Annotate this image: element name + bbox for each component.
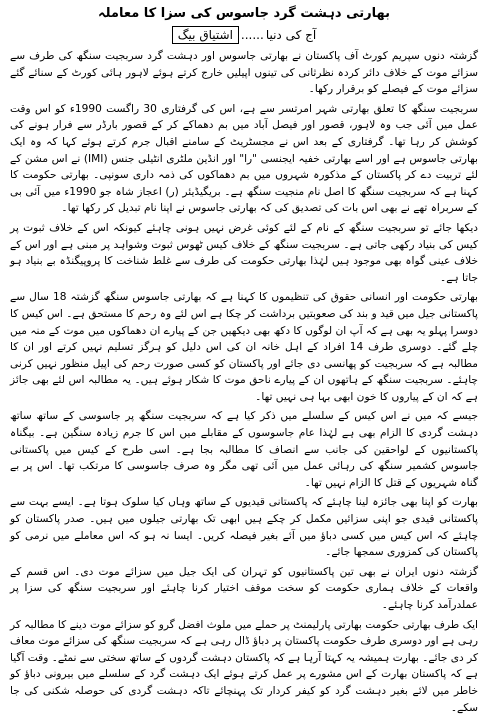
column-name: آج کی دنیا bbox=[265, 28, 317, 42]
article-paragraph: جیسے کہ میں نے اس کیس کے سلسلے میں ذکر کیا ہے کہ سربجیت سنگھ پر جاسوسی کے ساتھ ساتھ دہشت گردی کا الزام بھی ہے لہٰذا عام جاسوسوں کے مقابلے میں اس کا جرم زیادہ سنگین ہے۔ بیگناہ پاکستانیوں کے لواحقین کی جانب سے انصاف کا مطالبہ بجا ہے۔ اسی طرح کے کیس میں پاکستانی جاسوس کشمیر سنگھ کی رہائی عمل میں آئی تھی مگر وہ صرف جاسوسی کا مرتکب تھا۔ اس پر بے گناہ شہریوں کے قتل کا الزام نہیں تھا۔ bbox=[10, 410, 478, 489]
article-paragraph: بھارت کو اپنا بھی جائزہ لینا چاہئے کہ پاکستانی قیدیوں کے ساتھ وہاں کیا سلوک ہوتا ہے۔ ایسے بہت سے پاکستانی قیدی جو اپنی سزائیں مکمل کر چکے ہیں ابھی تک بھارتی جیلوں میں ہیں۔ صدر پاکستان کو چاہئے کہ اس کیس میں کسی دباؤ میں آئے بغیر فیصلہ کریں۔ ایسا نہ ہو کہ اس معاملے میں نرمی کو پاکستان کی کمزوری سمجھا جائے۔ bbox=[10, 496, 478, 559]
article-paragraph: گزشتہ دنوں ایران نے بھی تین پاکستانیوں کو تہران کی ایک جیل میں سزائے موت دی۔ اس قسم کے واقعات کے خلاف ہماری حکومت کو سخت موقف اختیار کرنا چاہئے اور سربجیت سنگھ کی سزا پر عملدرآمد کرنا چاہئے۔ bbox=[10, 565, 478, 611]
article-headline: بھارتی دہشت گرد جاسوس کی سزا کا معاملہ bbox=[98, 6, 390, 21]
article-paragraph: سربجیت سنگھ کا تعلق بھارتی شہر امرتسر سے ہے، اس کی گرفتاری 30 راگست 1990ء کو اس وقت عمل میں آئی جب وہ لاہور، قصور اور فیصل آباد میں بم دھماکے کر کے قصور بارڈر سے فرار ہونے کی کوشش کر رہا تھا۔ گرفتاری کے بعد اس نے مجسٹریٹ کے سامنے اقبال جرم کرتے ہوئے کہا کہ وہ ایک بھارتی جاسوس ہے اور اسے بھارتی خفیہ ایجنسی "را" اور انڈین ملٹری انٹیلی جنس (IMI) نے اس مشن کے لئے تربیت دے کر پاکستان کے مذکورہ شہروں میں بم دھماکوں کی ذمہ داری سونپی۔ بھارتی حکومت کا کہنا ہے کہ سربجیت سنگھ کا اصل نام منجیت سنگھ ہے۔ بریگیڈیئر (ر) اعجاز شاہ جو 1990ء میں آئی بی کے سربراہ تھے نے بھی اس بات کی تصدیق کی کہ بھارتی جاسوس نے اپنا نام تبدیل کر رکھا تھا۔ bbox=[10, 102, 479, 215]
byline-separator: ...... bbox=[240, 28, 264, 42]
article-paragraph: گزشتہ دنوں سپریم کورٹ آف پاکستان نے بھارتی جاسوس اور دہشت گرد سربجیت سنگھ کی طرف سے سزائے موت کے خلاف دائر کردہ نظرثانی کی تینوں اپیلیں خارج کرتے ہوئے لاہور ہائی کورٹ کے سنائے گئے سزائے موت کے فیصلے کو برقرار رکھا۔ bbox=[10, 50, 478, 96]
article-paragraph: دیکھا جائے تو سربجیت سنگھ کے نام کے لئے کوئی غرض نہیں ہونی چاہئے کیونکہ اس کے خلاف ثبوت پر کیس کی بنیاد رکھی جاتی ہے۔ سربجیت سنگھ کے خلاف کیس ٹھوس ثبوت وشواہد پر مبنی ہے اور اس کے خلاف عینی گواہ بھی موجود ہیں لہٰذا بھارتی حکومت کی طرف سے غلط شناخت کا پروپیگنڈہ بے بنیاد ہو جاتا ہے۔ bbox=[10, 221, 478, 284]
article-paragraph: بھارتی حکومت اور انسانی حقوق کی تنظیموں کا کہنا ہے کہ بھارتی جاسوس سنگھ گزشتہ 18 سال سے پاکستانی جیل میں قید و بند کی صعوبتیں برداشت کر چکا ہے اس لئے وہ رحم کا مستحق ہے۔ اس کیس کا دوسرا پہلو یہ بھی ہے کہ آپ ان لوگوں کا دکھ بھی دیکھیں جن کے پیارے ان دھماکوں میں موت کے منہ میں چلے گئے۔ دوسری طرف 14 افراد کے اہل خانہ ان کی اس دلیل کو ہرگز تسلیم نہیں کرتے اور ان کا مطالبہ ہے کہ سربجیت کو پھانسی دی جائے اور پاکستان کو کسی صورت رحم کی اپیل منظور نہیں کرنی چاہئے۔ سربجیت سنگھ کے ہاتھوں ان کے پیارے ناحق موت کا شکار ہوئے ہیں۔ یہ مطالبہ اس لئے بھی جائز ہے کہ ان کے پیاروں کا خون ابھی بہا ہی نہیں تھا۔ bbox=[10, 291, 478, 403]
byline bbox=[10, 26, 478, 44]
article-body bbox=[10, 48, 478, 716]
article-paragraph: ایک طرف بھارتی حکومت بھارتی پارلیمنٹ پر حملے میں ملوث افضل گرو کو سزائے موت دینے کا مطالبہ کر رہی ہے اور دوسری طرف حکومت پاکستان پر دباؤ ڈال رہی ہے کہ سربجیت سنگھ کی سزائے موت معاف کر دی جائے۔ بھارت ہمیشہ یہ کہتا آرہا ہے کہ پاکستان دہشت گردوں کے ساتھ سختی سے نمٹے۔ وقت آگیا ہے کہ پاکستان بھارت کے اس مشورے پر عمل کرتے ہوئے ایک دہشت گرد کے سلسلے میں بیرونی دباؤ کو خاطر میں لائے بغیر دہشت گرد کو کیفر کردار تک پہنچائے تاکہ دہشت گردی کی حوصلہ شکنی کی جا سکے۔ bbox=[10, 618, 478, 714]
author-name: اشتیاق بیگ bbox=[172, 26, 239, 44]
